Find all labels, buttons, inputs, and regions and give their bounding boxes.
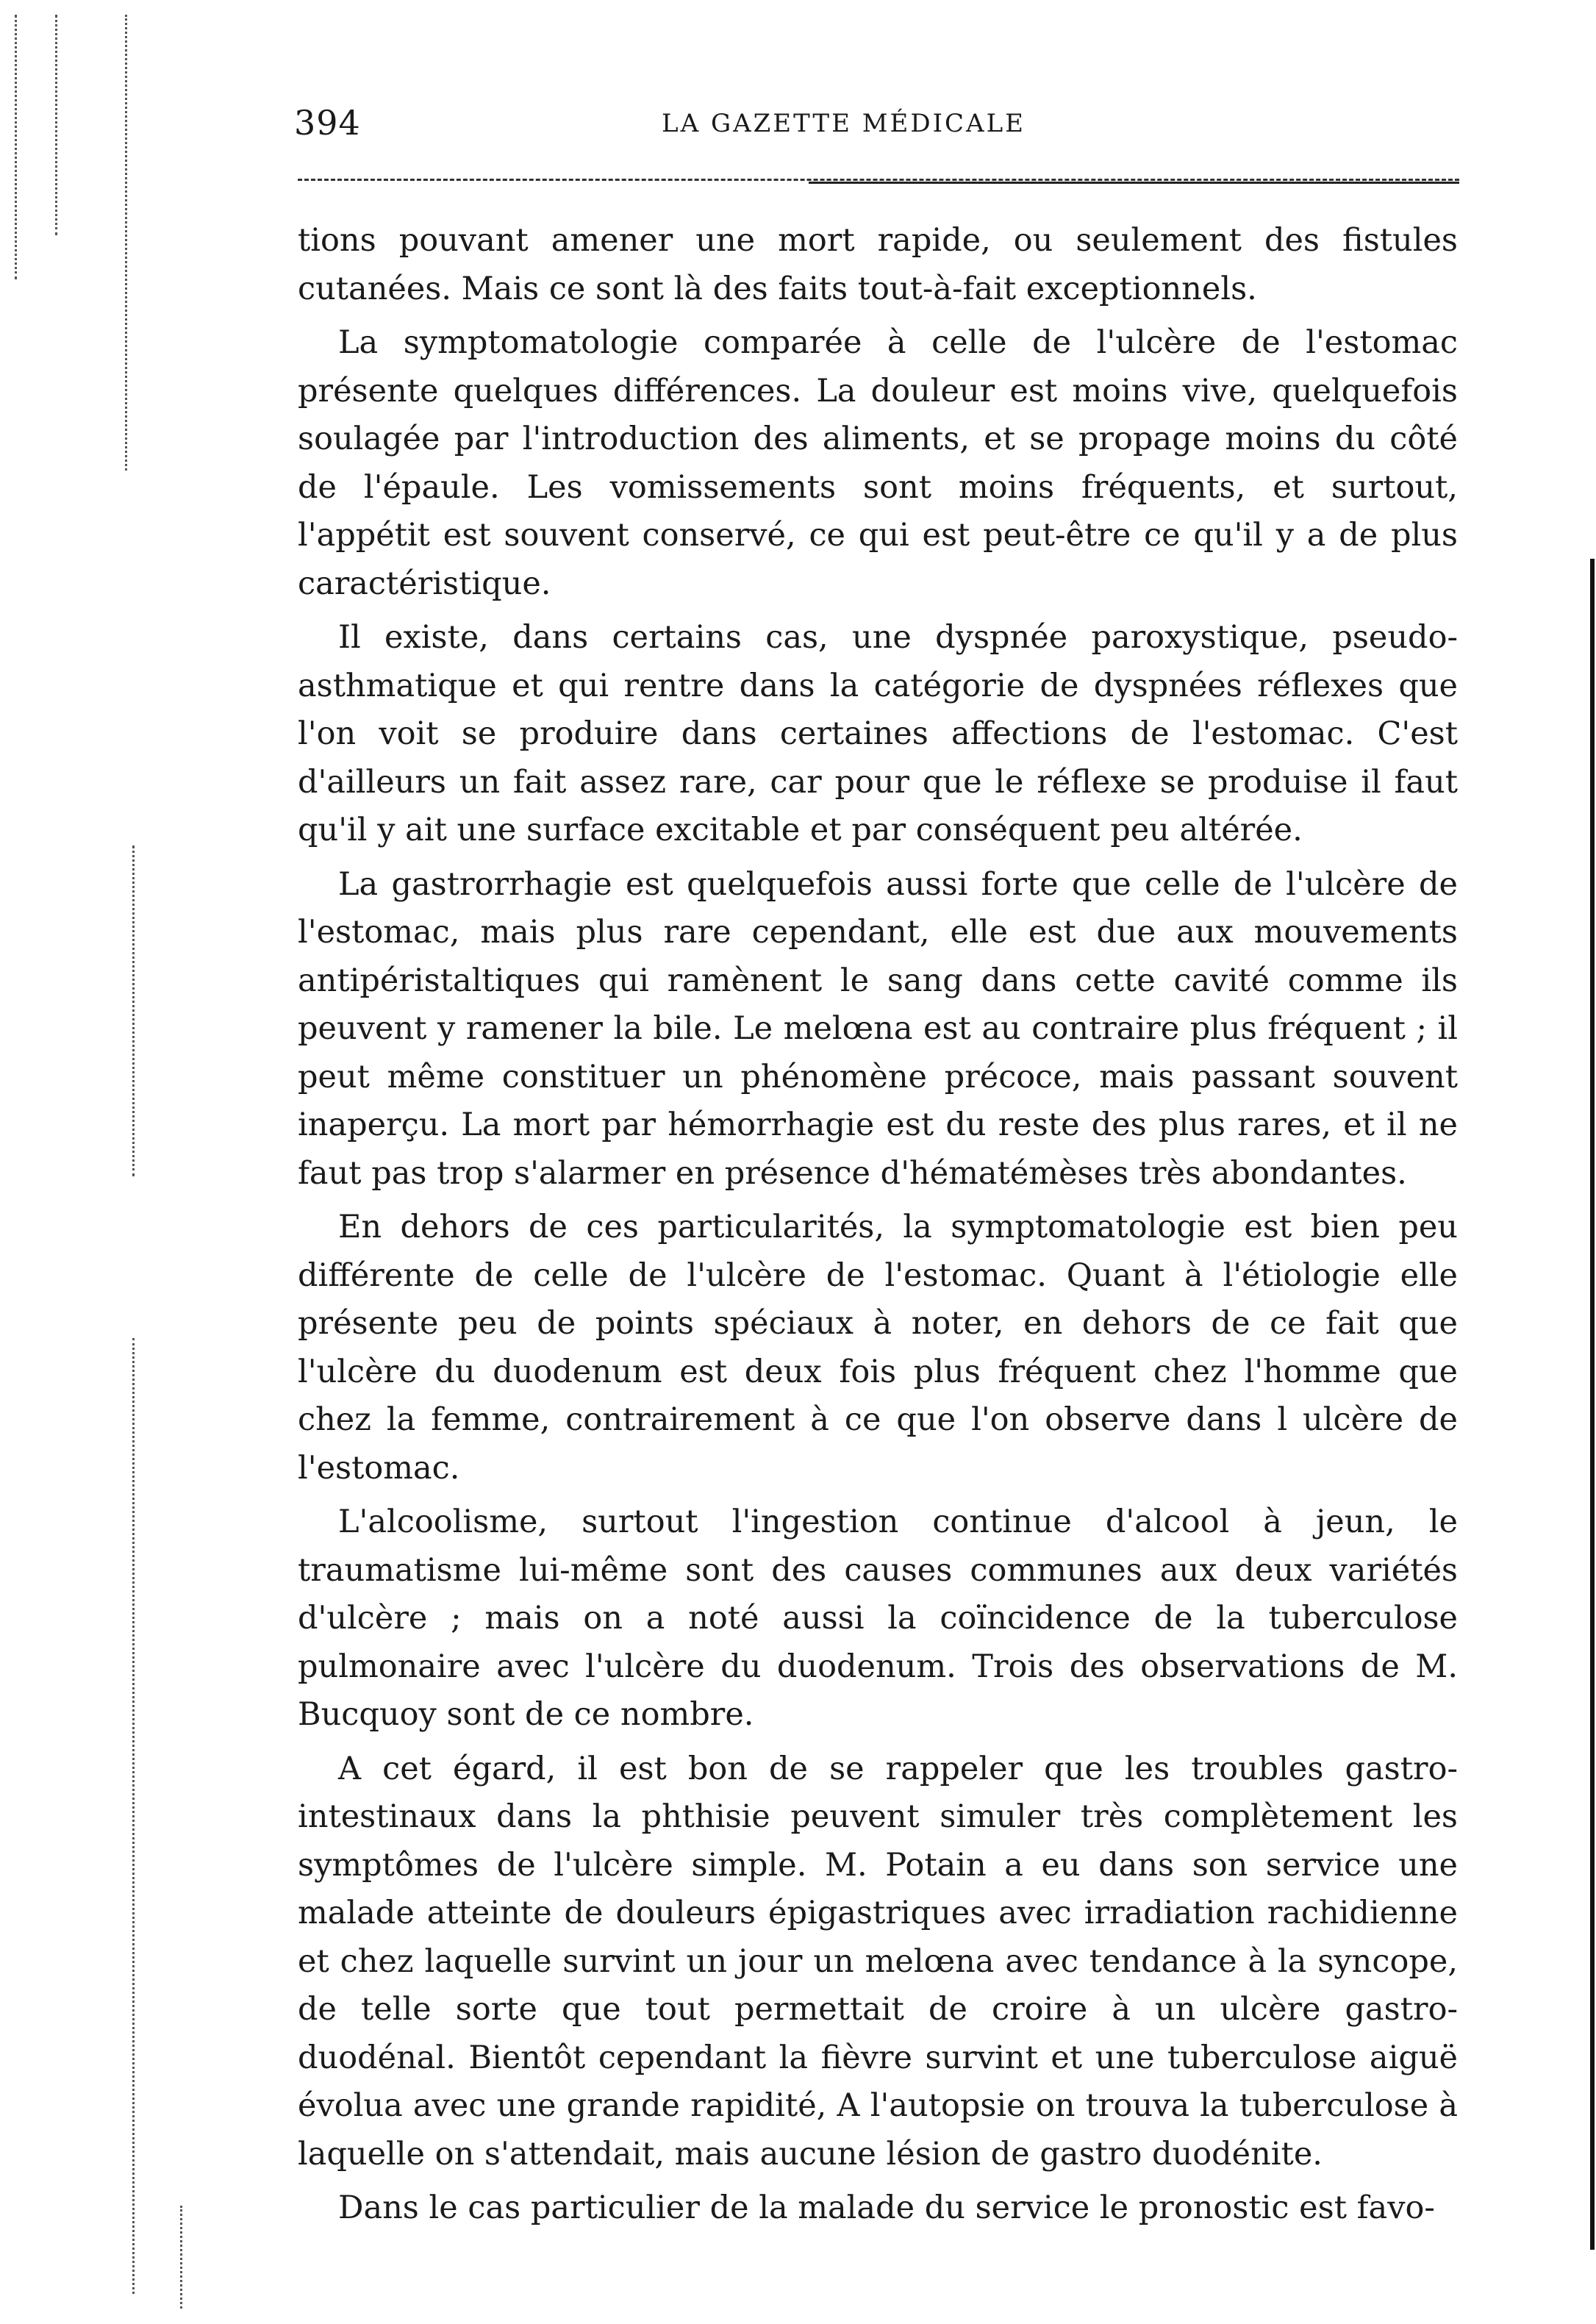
scan-artifact-line bbox=[132, 845, 135, 1176]
paragraph: tions pouvant amener une mort rapide, ou seulement des fistules cutanées. Mais ce sont là des faits tout-à-fait exceptionnels. bbox=[298, 222, 1458, 307]
header-rule bbox=[298, 179, 1459, 181]
paragraph: L'alcoolisme, surtout l'ingestion continue d'alcool à jeun, le traumatisme lui-même sont des causes communes aux deux variétés d'ulcère ; mais on a noté aussi la coïncidence de la tuberculose pulmonaire avec l'ulcère du duodenum. Trois des observations de M. Bucquoy sont de ce nombre. bbox=[298, 1504, 1458, 1733]
paragraph: Dans le cas particulier de la malade du service le pronostic est favo- bbox=[338, 2189, 1435, 2226]
page-number: 394 bbox=[294, 103, 361, 143]
scan-artifact-line bbox=[125, 15, 127, 471]
running-title: LA GAZETTE MÉDICALE bbox=[662, 109, 1026, 138]
paragraph: La symptomatologie comparée à celle de l'ulcère de l'estomac présente quelques différences. La douleur est moins vive, quelquefois soulagée par l'introduction des aliments, et se propage moins du côté de l'épaule. Les vomissements sont moins fréquents, et surtout, l'appétit est souvent conservé, ce qui est peut-être ce qu'il y a de plus caractéristique. bbox=[298, 324, 1458, 602]
scan-artifact-line bbox=[55, 15, 57, 235]
scan-artifact-line bbox=[180, 2206, 182, 2309]
header-rule bbox=[809, 182, 1459, 184]
page-edge-shadow bbox=[1590, 559, 1595, 2250]
page-header bbox=[294, 103, 1463, 147]
paragraph: A cet égard, il est bon de se rappeler que les troubles gastro-intestinaux dans la phthisie peuvent simuler très complètement les symptômes de l'ulcère simple. M. Potain a eu dans son service une malade atteinte de douleurs épigastriques avec irradiation rachidienne et chez laquelle survint un jour un melœna avec tendance à la syncope, de telle sorte que tout permettait de croire à un ulcère gastro-duodénal. Bientôt cependant la fièvre survint et une tuberculose aiguë évolua avec une grande rapidité, A l'autopsie on trouva la tuberculose à laquelle on s'attendait, mais aucune lésion de gastro duodénite. bbox=[298, 1750, 1458, 2173]
paragraph: En dehors de ces particularités, la symptomatologie est bien peu différente de celle de l'ulcère de l'estomac. Quant à l'étiologie elle présente peu de points spéciaux à noter, en dehors de ce fait que l'ulcère du duodenum est deux fois plus fréquent chez l'homme que chez la femme, contrairement à ce que l'on observe dans l ulcère de l'estomac. bbox=[298, 1209, 1458, 1487]
article-body bbox=[298, 217, 1458, 2239]
scan-artifact-line bbox=[15, 15, 17, 279]
paragraph: Il existe, dans certains cas, une dyspnée paroxystique, pseudo-asthmatique et qui rentre dans la catégorie de dyspnées réflexes que l'on voit se produire dans certaines affections de l'estomac. C'est d'ailleurs un fait assez rare, car pour que le réflexe se produise il faut qu'il y ait une surface excitable et par conséquent peu altérée. bbox=[298, 619, 1458, 848]
paragraph: La gastrorrhagie est quelquefois aussi forte que celle de l'ulcère de l'estomac, mais plus rare cependant, elle est due aux mouvements antipéristaltiques qui ramènent le sang dans cette cavité comme ils peuvent y ramener la bile. Le melœna est au contraire plus fréquent ; il peut même constituer un phénomène précoce, mais passant souvent inaperçu. La mort par hémorrhagie est du reste des plus rares, et il ne faut pas trop s'alarmer en présence d'hématémèses très abondantes. bbox=[298, 865, 1458, 1192]
scan-artifact-line bbox=[132, 1338, 135, 2294]
